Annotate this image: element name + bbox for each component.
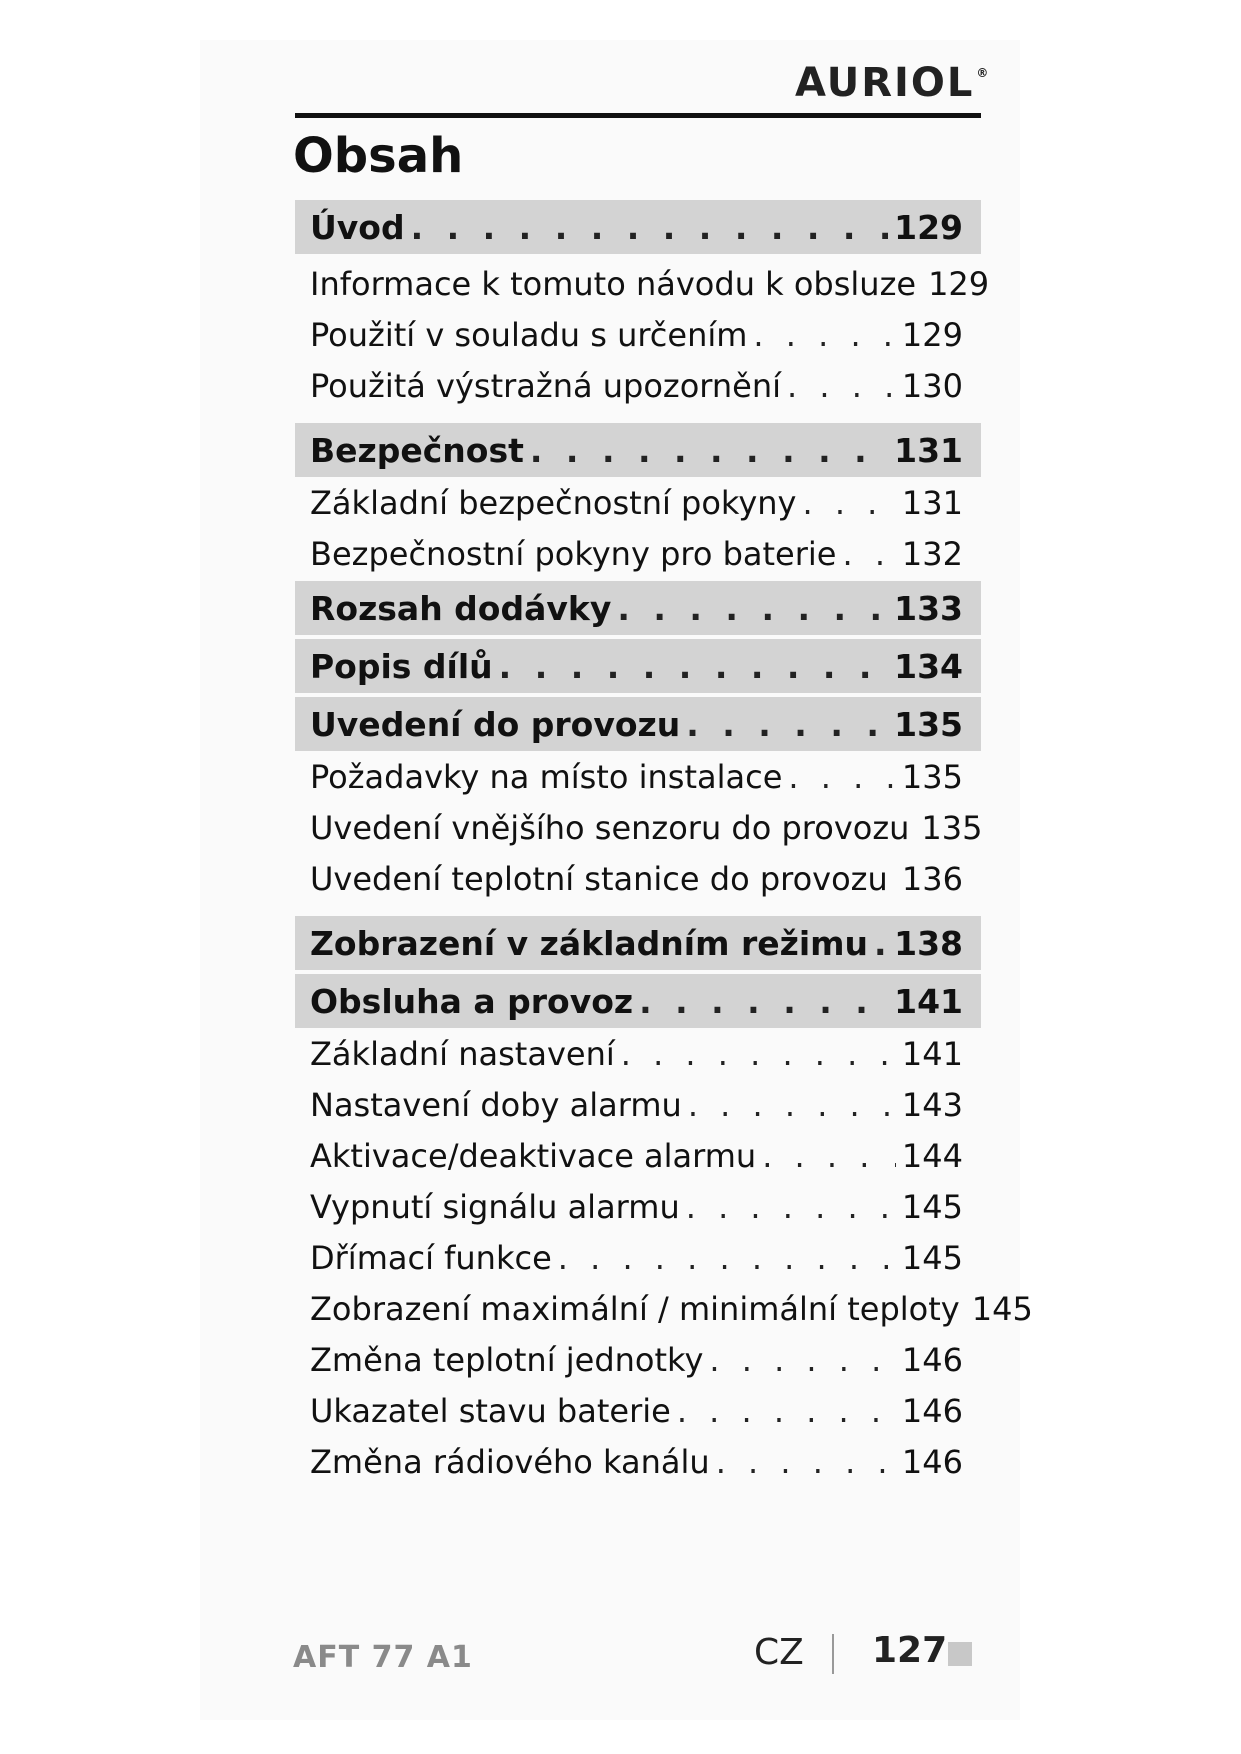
registered-mark: ®: [976, 66, 991, 80]
dot-leader: [499, 647, 888, 686]
toc-page-number: 129: [894, 207, 963, 247]
table-of-contents: [295, 200, 1033, 1487]
toc-label: Bezpečnostní pokyny pro baterie: [310, 534, 837, 573]
dot-leader: [874, 924, 888, 963]
page-number: 127: [872, 1630, 948, 1671]
toc-page-number: 131: [894, 430, 963, 470]
toc-label: Úvod: [310, 207, 405, 247]
toc-label: Ukazatel stavu baterie: [310, 1391, 671, 1430]
toc-section-row[interactable]: [295, 581, 981, 635]
toc-label: Rozsah dodávky: [310, 588, 612, 628]
dot-leader: [530, 431, 888, 470]
toc-label: Požadavky na místo instalace: [310, 757, 783, 796]
toc-page-number: 129: [928, 264, 990, 303]
dot-leader: [686, 1188, 896, 1226]
brand-logo: [795, 60, 991, 116]
toc-label: Použití v souladu s určením: [310, 315, 748, 354]
toc-page-number: 132: [901, 534, 963, 573]
dot-leader: [677, 1392, 896, 1430]
toc-label: Zobrazení v základním režimu: [310, 923, 869, 963]
toc-page-number: 143: [901, 1085, 963, 1124]
toc-label: Popis dílů: [310, 646, 493, 686]
page-title: Obsah: [293, 128, 464, 184]
toc-entry-row[interactable]: [295, 1181, 981, 1232]
toc-section-row[interactable]: [295, 697, 981, 751]
toc-page-number: 146: [901, 1340, 963, 1379]
toc-page-number: 146: [901, 1391, 963, 1430]
toc-label: Uvedení do provozu: [310, 704, 681, 744]
toc-label: Vypnutí signálu alarmu: [310, 1187, 680, 1226]
dot-leader: [894, 860, 896, 898]
toc-entry-row[interactable]: [295, 1436, 981, 1487]
toc-label: Změna rádiového kanálu: [310, 1442, 710, 1481]
toc-page-number: 135: [921, 808, 983, 847]
brand-name: AURIOL: [795, 60, 975, 106]
toc-entry-row[interactable]: [295, 1283, 1033, 1334]
toc-page-number: 129: [901, 315, 963, 354]
toc-entry-row[interactable]: [295, 528, 981, 579]
toc-entry-row[interactable]: [295, 309, 981, 360]
toc-entry-row[interactable]: [295, 1130, 981, 1181]
toc-label: Změna teplotní jednotky: [310, 1340, 704, 1379]
dot-leader: [753, 316, 896, 354]
toc-page-number: 146: [901, 1442, 963, 1481]
toc-section-row[interactable]: [295, 974, 981, 1028]
toc-label: Použitá výstražná upozornění: [310, 366, 782, 405]
toc-page-number: 134: [894, 646, 963, 686]
toc-label: Uvedení vnějšího senzoru do provozu: [310, 808, 910, 847]
dot-leader: [762, 1137, 896, 1175]
toc-label: Základní bezpečnostní pokyny: [310, 483, 797, 522]
dot-leader: [709, 1341, 896, 1379]
toc-entry-row[interactable]: [295, 1232, 981, 1283]
toc-label: Dřímací funkce: [310, 1238, 552, 1277]
toc-entry-row[interactable]: [295, 1334, 981, 1385]
toc-label: Zobrazení maximální / minimální teploty: [310, 1289, 960, 1328]
toc-page-number: 145: [971, 1289, 1033, 1328]
toc-page-number: 145: [901, 1187, 963, 1226]
toc-page-number: 136: [901, 859, 963, 898]
toc-label: Informace k tomuto návodu k obsluze: [310, 264, 917, 303]
toc-page-number: 135: [894, 704, 963, 744]
model-number: AFT 77 A1: [293, 1640, 473, 1675]
language-code: CZ: [754, 1632, 804, 1673]
toc-page-number: 131: [901, 483, 963, 522]
toc-entry-row[interactable]: [295, 477, 981, 528]
toc-page-number: 138: [894, 923, 963, 963]
toc-page-number: 141: [894, 981, 963, 1021]
dot-leader: [558, 1239, 896, 1277]
toc-page-number: 133: [894, 588, 963, 628]
toc-page-number: 135: [901, 757, 963, 796]
dot-leader: [716, 1443, 896, 1481]
toc-entry-row[interactable]: [295, 751, 981, 802]
toc-page-number: 130: [901, 366, 963, 405]
toc-section-row[interactable]: [295, 423, 981, 477]
header-rule: [295, 113, 981, 118]
dot-leader: [686, 705, 888, 744]
toc-label: Aktivace/deaktivace alarmu: [310, 1136, 757, 1175]
dot-leader: [621, 1035, 896, 1073]
toc-entry-row[interactable]: [295, 258, 990, 309]
toc-page-number: 141: [901, 1034, 963, 1073]
toc-section-row[interactable]: [295, 639, 981, 693]
dot-leader: [411, 208, 889, 247]
toc-label: Bezpečnost: [310, 430, 524, 470]
toc-label: Uvedení teplotní stanice do provozu: [310, 859, 888, 898]
toc-section-row[interactable]: [295, 200, 981, 254]
toc-label: Nastavení doby alarmu: [310, 1085, 682, 1124]
dot-leader: [688, 1086, 896, 1124]
toc-label: Základní nastavení: [310, 1034, 615, 1073]
toc-page-number: 145: [901, 1238, 963, 1277]
toc-entry-row[interactable]: [295, 802, 981, 853]
toc-entry-row[interactable]: [295, 1079, 981, 1130]
toc-section-row[interactable]: [295, 916, 981, 970]
footer-divider: [832, 1634, 834, 1674]
dot-leader: [617, 589, 888, 628]
toc-entry-row[interactable]: [295, 1028, 981, 1079]
toc-label: Obsluha a provoz: [310, 981, 634, 1021]
toc-entry-row[interactable]: [295, 1385, 981, 1436]
toc-entry-row[interactable]: [295, 853, 981, 904]
dot-leader: [842, 535, 895, 573]
dot-leader: [802, 484, 895, 522]
square-marker-icon: [948, 1642, 972, 1666]
toc-page-number: 144: [901, 1136, 963, 1175]
toc-entry-row[interactable]: [295, 360, 981, 411]
dot-leader: [787, 367, 896, 405]
dot-leader: [639, 982, 888, 1021]
dot-leader: [788, 758, 896, 796]
